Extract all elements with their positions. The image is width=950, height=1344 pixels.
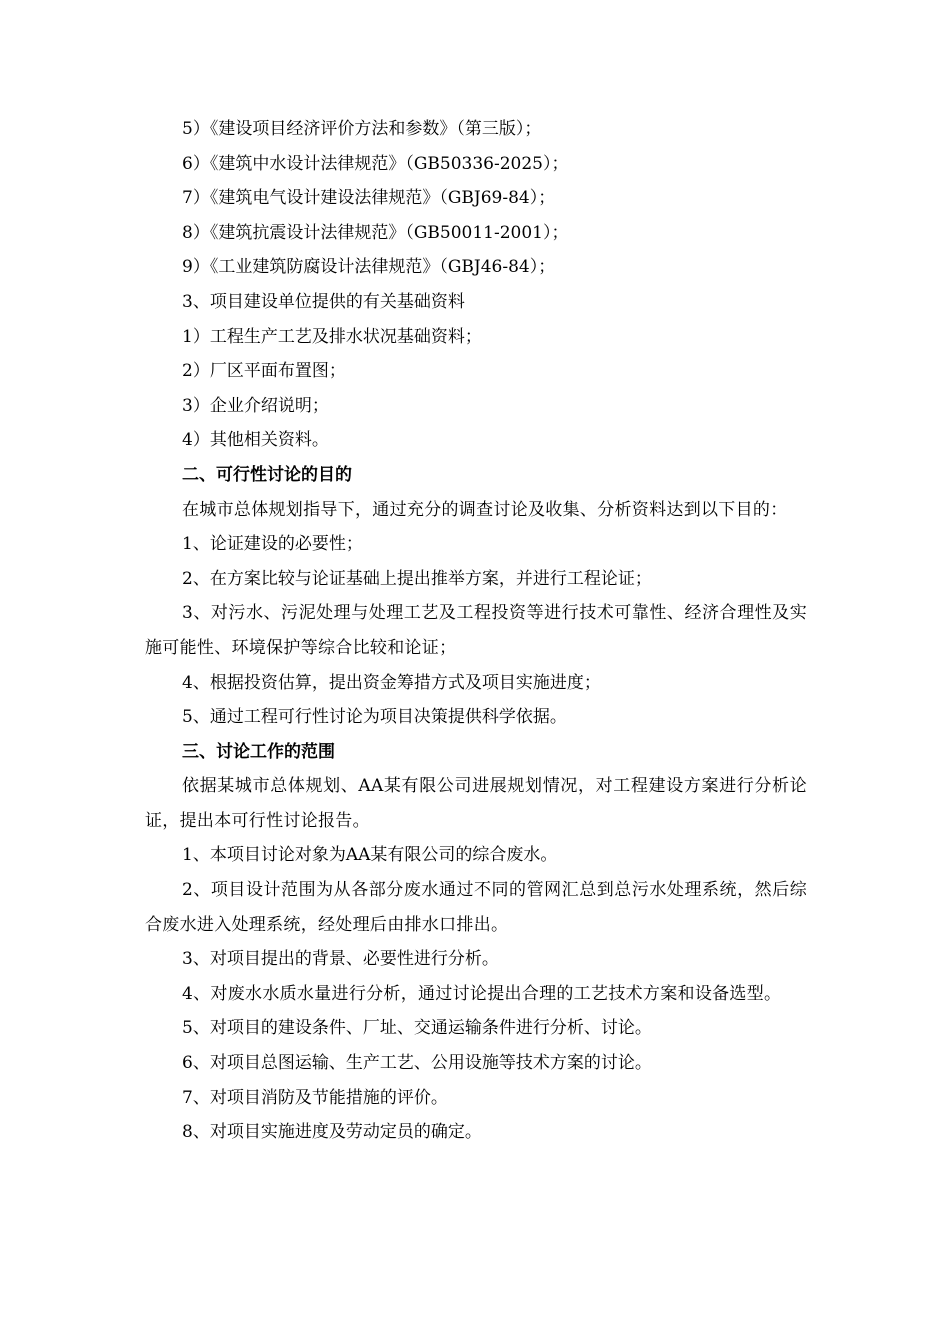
purpose-heading: 二、可行性讨论的目的 [182, 464, 352, 485]
scope-item: 3、对项目提出的背景、必要性进行分析。 [182, 949, 499, 970]
purpose-item: 1、论证建设的必要性； [182, 534, 363, 555]
list-item: 3）企业介绍说明； [182, 395, 329, 416]
scope-item: 7、对项目消防及节能措施的评价。 [182, 1087, 448, 1108]
scope-heading: 三、讨论工作的范围 [182, 741, 335, 762]
purpose-item: 4、根据投资估算，提出资金筹措方式及项目实施进度； [182, 672, 601, 693]
purpose-item: 5、通过工程可行性讨论为项目决策提供科学依据。 [182, 707, 567, 728]
list-item: 1）工程生产工艺及排水状况基础资料； [182, 326, 482, 347]
scope-item: 6、对项目总图运输、生产工艺、公用设施等技术方案的讨论。 [182, 1053, 652, 1074]
reference-item: 5）《建设项目经济评价方法和参数》（第三版）； [182, 119, 542, 139]
reference-item: 8）《建筑抗震设计法律规范》（GB50011-2001）； [182, 222, 569, 243]
scope-item: 5、对项目的建设条件、厂址、交通运输条件进行分析、讨论。 [182, 1018, 652, 1039]
document-body [145, 112, 807, 1150]
reference-item: 7）《建筑电气设计建设法律规范》（GBJ69-84）； [182, 188, 556, 209]
reference-item: 6）《建筑中水设计法律规范》（GB50336-2025）； [182, 153, 569, 174]
scope-intro: 依据某城市总体规划、AA某有限公司进展规划情况，对工程建设方案进行分析论证，提出本可行性讨论报告。 [145, 776, 807, 831]
scope-item: 1、本项目讨论对象为AA某有限公司的综合废水。 [182, 845, 558, 866]
scope-item: 8、对项目实施进度及劳动定员的确定。 [182, 1122, 482, 1143]
purpose-item: 2、在方案比较与论证基础上提出推举方案，并进行工程论证； [182, 568, 652, 589]
scope-item: 4、对废水水质水量进行分析，通过讨论提出合理的工艺技术方案和设备选型。 [182, 983, 782, 1004]
list-item: 4）其他相关资料。 [182, 430, 329, 451]
purpose-item: 3、对污水、污泥处理与处理工艺及工程投资等进行技术可靠性、经济合理性及实施可能性、环境保护等综合比较和论证； [145, 603, 807, 658]
list-item: 2）厂区平面布置图； [182, 361, 346, 382]
scope-item: 2、项目设计范围为从各部分废水通过不同的管网汇总到总污水处理系统，然后综合废水进入处理系统，经处理后由排水口排出。 [145, 880, 807, 935]
section-title: 3、项目建设单位提供的有关基础资料 [182, 291, 465, 312]
reference-item: 9）《工业建筑防腐设计法律规范》（GBJ46-84）； [182, 257, 556, 278]
purpose-intro: 在城市总体规划指导下，通过充分的调查讨论及收集、分析资料达到以下目的： [182, 499, 788, 520]
